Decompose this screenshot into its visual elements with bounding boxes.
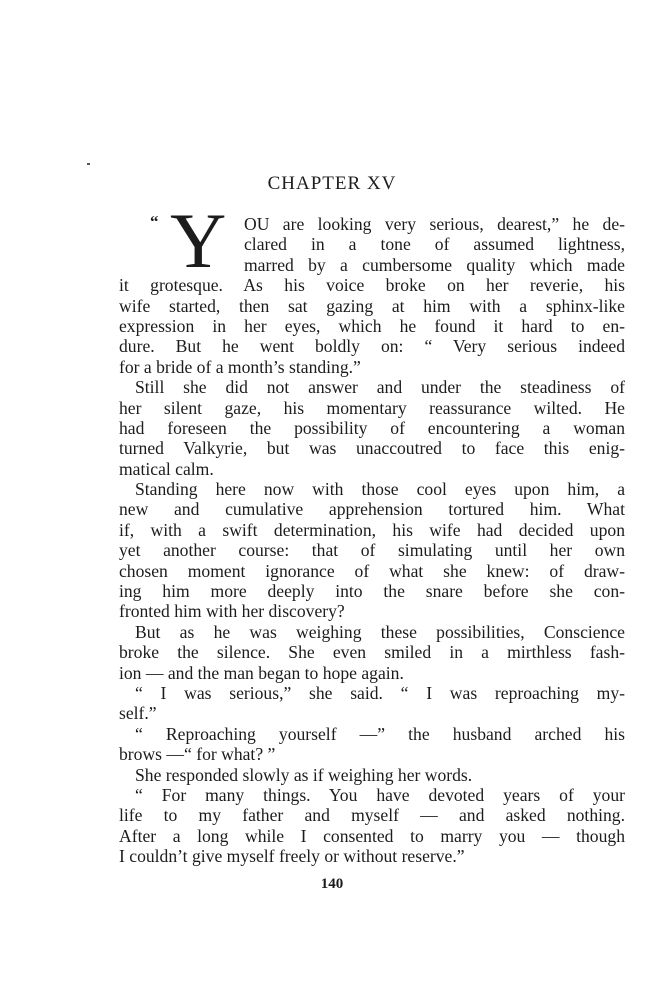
page-number: 140 xyxy=(320,876,344,892)
text-line: chosen moment ignorance of what she knew: of draw- xyxy=(119,560,625,581)
text-line: ion — and the man began to hope again. xyxy=(119,662,404,683)
text-line: dure. But he went boldly on: “ Very serious indeed xyxy=(119,336,625,357)
text-line: clared in a tone of assumed lightness, xyxy=(244,234,625,255)
text-line: new and cumulative apprehension tortured him. What xyxy=(119,499,625,520)
text-line: self.” xyxy=(119,703,157,724)
text-line: ing him more deeply into the snare before she con- xyxy=(119,581,625,602)
text-line: fronted him with her discovery? xyxy=(119,601,345,622)
ink-speck xyxy=(87,163,90,165)
text-line: OU are looking very serious, dearest,” he de- xyxy=(244,214,625,234)
text-line: marred by a cumbersome quality which made xyxy=(244,254,625,275)
text-line: After a long while I consented to marry you — though xyxy=(119,825,625,846)
text-line: if, with a swift determination, his wife had decided upon xyxy=(119,519,625,540)
text-line: I couldn’t give myself freely or without reserve.” xyxy=(119,846,465,867)
text-line: turned Valkyrie, but was unaccoutred to face this enig- xyxy=(119,438,625,459)
text-line: expression in her eyes, which he found it hard to en- xyxy=(119,315,625,336)
drop-cap: Y xyxy=(170,197,227,284)
text-line: She responded slowly as if weighing her words. xyxy=(135,764,473,785)
text-line: broke the silence. She even smiled in a mirthless fash- xyxy=(119,642,625,663)
text-line: life to my father and myself — and asked nothing. xyxy=(119,805,625,826)
opening-quote-mark: “ xyxy=(150,212,160,231)
text-line: wife started, then sat gazing at him with a sphinx-like xyxy=(119,295,625,316)
text-line: for a bride of a month’s standing.” xyxy=(119,356,361,377)
text-line: “ I was serious,” she said. “ I was reproaching my- xyxy=(135,683,625,703)
text-line: brows —“ for what? ” xyxy=(119,744,276,765)
text-line: it grotesque. As his voice broke on her reverie, his xyxy=(119,275,625,296)
body-text xyxy=(119,275,625,866)
text-line: yet another course: that of simulating until her own xyxy=(119,540,625,561)
drop-cap-lines xyxy=(244,214,625,275)
text-line: “ For many things. You have devoted years of your xyxy=(135,784,625,805)
text-line: Still she did not answer and under the steadiness of xyxy=(135,377,625,398)
text-line: had foreseen the possibility of encountering a woman xyxy=(119,417,625,438)
text-line: Standing here now with those cool eyes upon him, a xyxy=(135,479,625,500)
chapter-title: CHAPTER XV xyxy=(267,173,397,194)
text-line: matical calm. xyxy=(119,458,214,479)
text-line: her silent gaze, his momentary reassurance wilted. He xyxy=(119,397,625,418)
text-line: “ Reproaching yourself —” the husband arched his xyxy=(135,723,625,744)
text-line: But as he was weighing these possibilities, Conscience xyxy=(135,621,625,642)
